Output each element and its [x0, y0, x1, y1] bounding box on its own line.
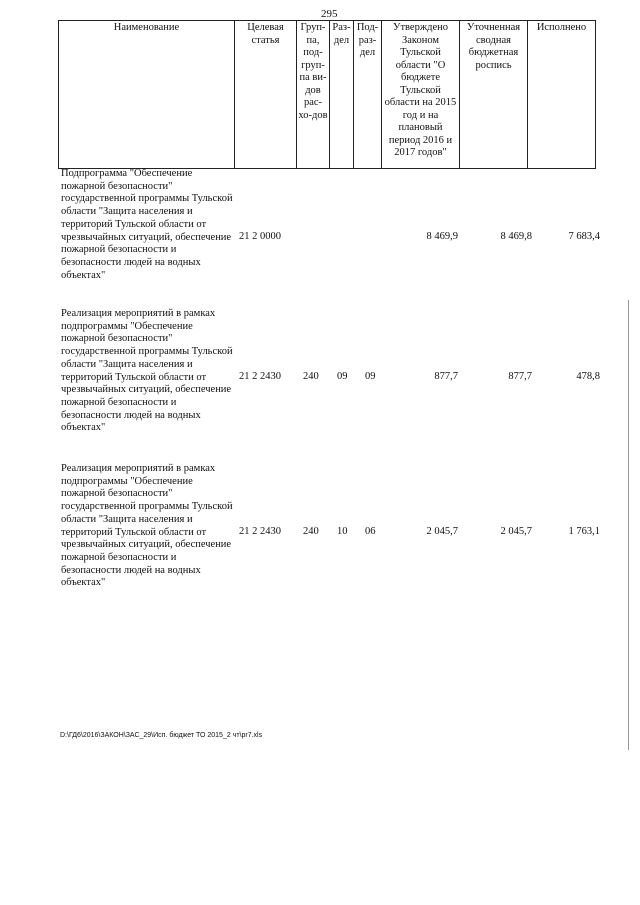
- table-header: [58, 20, 596, 169]
- header-expense-group: Груп-па, под-груп-па ви-дов рас-хо-дов: [297, 21, 330, 169]
- row-subsection: 09: [365, 371, 376, 382]
- row-group: 240: [303, 371, 319, 382]
- page-number: 295: [321, 8, 338, 20]
- header-name: Наименование: [59, 21, 235, 169]
- row-name: Реализация мероприятий в рамках подпрограммы "Обеспечение пожарной безопасности" государственной программы Тульской области "Защита населения и территорий Тульской области от чрезвычайных ситуаций, обеспечение пожарной безопасности и безопасности людей на водных объектах": [61, 463, 233, 589]
- row-approved: 2 045,7: [426, 526, 458, 537]
- row-group: 240: [303, 526, 319, 537]
- row-article: 21 2 0000: [239, 231, 281, 242]
- row-article: 21 2 2430: [239, 371, 281, 382]
- header-target-article: Целевая статья: [235, 21, 297, 169]
- header-section: Раз-дел: [330, 21, 354, 169]
- row-refined: 2 045,7: [500, 526, 532, 537]
- row-executed: 7 683,4: [568, 231, 600, 242]
- row-refined: 8 469,8: [500, 231, 532, 242]
- row-approved: 8 469,9: [426, 231, 458, 242]
- scan-edge-line: [628, 300, 629, 750]
- footer-file-path: D:\ГД6\2016\ЗАКОН\ЗАС_29\Исп. бюджет ТО 2015_2 чт\pr7.xls: [60, 732, 263, 739]
- header-approved: Утверждено Законом Тульской области "О бюджете Тульской области на 2015 год и на плановый период 2016 и 2017 годов": [382, 21, 460, 169]
- row-section: 09: [337, 371, 348, 382]
- row-article: 21 2 2430: [239, 526, 281, 537]
- row-refined: 877,7: [508, 371, 532, 382]
- row-name: Реализация мероприятий в рамках подпрограммы "Обеспечение пожарной безопасности" государственной программы Тульской области "Защита населения и территорий Тульской области от чрезвычайных ситуаций, обеспечение пожарной безопасности и безопасности людей на водных объектах": [61, 308, 233, 434]
- row-executed: 1 763,1: [568, 526, 600, 537]
- row-name: Подпрограмма "Обеспечение пожарной безопасности" государственной программы Тульской области "Защита населения и территорий Тульской области от чрезвычайных ситуаций, обеспечение пожарной безопасности и безопасности людей на водных объектах": [61, 168, 233, 281]
- row-executed: 478,8: [576, 371, 600, 382]
- header-executed: Исполнено: [528, 21, 596, 169]
- header-subsection: Под-раз-дел: [354, 21, 382, 169]
- row-section: 10: [337, 526, 348, 537]
- row-approved: 877,7: [434, 371, 458, 382]
- row-subsection: 06: [365, 526, 376, 537]
- header-refined: Уточненная сводная бюджетная роспись: [460, 21, 528, 169]
